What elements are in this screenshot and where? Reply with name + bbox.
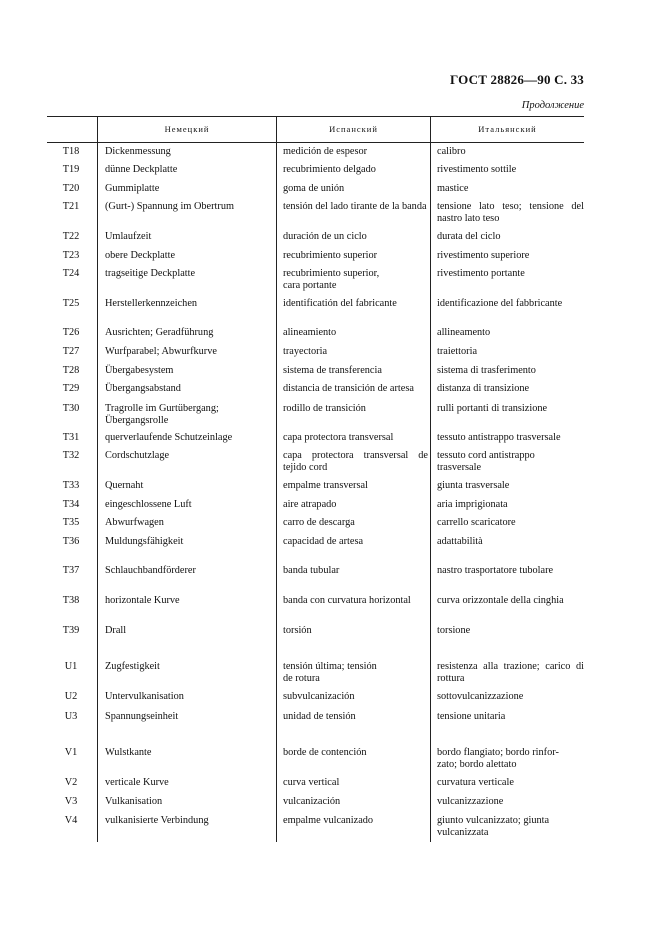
term-code: V1 xyxy=(64,747,78,758)
terms-table xyxy=(47,116,584,842)
term-german: (Gurt-) Spannung im Obertrum xyxy=(105,201,234,212)
term-spanish: duración de un ciclo xyxy=(283,231,367,242)
term-italian: rivestimento portante xyxy=(437,268,525,279)
term-spanish: carro de descarga xyxy=(283,517,355,528)
term-italian: tessuto cord antistrappo trasversale xyxy=(437,450,535,473)
term-italian: curva orizzontale della cinghia xyxy=(437,595,564,606)
term-code: T35 xyxy=(62,517,80,528)
term-code: V2 xyxy=(64,777,78,788)
term-code: T19 xyxy=(62,164,80,175)
term-code: T26 xyxy=(62,327,80,338)
term-italian: tessuto antistrappo trasversale xyxy=(437,432,561,443)
term-spanish: aire atrapado xyxy=(283,499,337,510)
term-spanish: curva vertical xyxy=(283,777,340,788)
term-italian: calibro xyxy=(437,146,466,157)
term-spanish: banda con curvatura horizontal xyxy=(283,595,411,606)
term-spanish: capa protectora transversal de tejido cord xyxy=(283,450,428,473)
term-italian: bordo flangiato; bordo rinfor- zato; bordo alettato xyxy=(437,747,559,770)
term-german: tragseitige Deckplatte xyxy=(105,268,196,279)
header-spanish: Испанский xyxy=(329,124,378,134)
term-german: Tragrolle im Gurtübergang; Übergangsrolle xyxy=(105,403,219,426)
term-italian: torsione xyxy=(437,625,471,636)
term-italian: giunta trasversale xyxy=(437,480,510,491)
term-german: Zugfestigkeit xyxy=(105,661,160,672)
term-german: Ausrichten; Geradführung xyxy=(105,327,214,338)
term-code: V3 xyxy=(64,796,78,807)
term-spanish: torsión xyxy=(283,625,312,636)
term-german: Gummiplatte xyxy=(105,183,160,194)
term-italian: carrello scaricatore xyxy=(437,517,516,528)
term-code: T24 xyxy=(62,268,80,279)
term-italian: mastice xyxy=(437,183,469,194)
term-german: Herstellerkennzeichen xyxy=(105,298,198,309)
term-code: T30 xyxy=(62,403,80,414)
term-italian: distanza di transizione xyxy=(437,383,530,394)
term-code: T22 xyxy=(62,231,80,242)
term-code: V4 xyxy=(64,815,78,826)
term-code: T18 xyxy=(62,146,80,157)
term-german: Quernaht xyxy=(105,480,144,491)
term-spanish: empalme vulcanizado xyxy=(283,815,374,826)
term-german: Wulstkante xyxy=(105,747,152,758)
term-italian: rivestimento superiore xyxy=(437,250,530,261)
term-german: eingeschlossene Luft xyxy=(105,499,192,510)
term-spanish: trayectoria xyxy=(283,346,328,357)
term-code: T31 xyxy=(62,432,80,443)
term-italian: durata del ciclo xyxy=(437,231,501,242)
term-code: T28 xyxy=(62,365,80,376)
term-code: T33 xyxy=(62,480,80,491)
term-spanish: borde de contención xyxy=(283,747,367,758)
term-italian: tensione unitaria xyxy=(437,711,506,722)
term-german: querverlaufende Schutzeinlage xyxy=(105,432,233,443)
page-header: ГОСТ 28826—90 С. 33 xyxy=(450,72,584,87)
term-code: T25 xyxy=(62,298,80,309)
term-italian: allineamento xyxy=(437,327,491,338)
term-spanish: sistema de transferencia xyxy=(283,365,382,376)
term-code: U1 xyxy=(64,661,78,672)
term-german: dünne Deckplatte xyxy=(105,164,178,175)
term-german: Spannungseinheit xyxy=(105,711,179,722)
term-italian: resistenza alla trazione; carico di rottura xyxy=(437,661,584,684)
term-spanish: recubrimiento superior, cara portante xyxy=(283,268,380,291)
term-spanish: distancia de transición de artesa xyxy=(283,383,414,394)
term-italian: nastro trasportatore tubolare xyxy=(437,565,554,576)
term-code: T39 xyxy=(62,625,80,636)
term-german: Vulkanisation xyxy=(105,796,163,807)
term-spanish: unidad de tensión xyxy=(283,711,356,722)
continuation-label: Продолжение xyxy=(521,100,584,111)
term-italian: rulli portanti di transizione xyxy=(437,403,548,414)
term-spanish: recubrimiento superior xyxy=(283,250,378,261)
term-german: Muldungsfähigkeit xyxy=(105,536,184,547)
term-german: horizontale Kurve xyxy=(105,595,180,606)
term-code: T21 xyxy=(62,201,80,212)
term-spanish: recubrimiento delgado xyxy=(283,164,376,175)
term-spanish: medición de espesor xyxy=(283,146,368,157)
term-italian: sistema di trasferimento xyxy=(437,365,536,376)
term-spanish: goma de unión xyxy=(283,183,345,194)
term-italian: tensione lato teso; tensione del nastro lato teso xyxy=(437,201,584,224)
term-italian: adattabilità xyxy=(437,536,483,547)
header-italian: Итальянский xyxy=(478,124,537,134)
term-code: T20 xyxy=(62,183,80,194)
term-german: Übergangsabstand xyxy=(105,383,181,394)
term-italian: vulcanizzazione xyxy=(437,796,504,807)
term-german: obere Deckplatte xyxy=(105,250,176,261)
term-code: T23 xyxy=(62,250,80,261)
term-spanish: subvulcanización xyxy=(283,691,355,702)
term-spanish: banda tubular xyxy=(283,565,340,576)
term-spanish: empalme transversal xyxy=(283,480,368,491)
term-italian: identificazione del fabbricante xyxy=(437,298,563,309)
term-code: T36 xyxy=(62,536,80,547)
term-spanish: tensión del lado tirante de la banda xyxy=(283,201,427,212)
term-italian: giunto vulcanizzato; giunta vulcanizzata xyxy=(437,815,550,838)
term-code: T32 xyxy=(62,450,80,461)
term-code: U2 xyxy=(64,691,78,702)
term-code: T34 xyxy=(62,499,80,510)
table-body xyxy=(47,116,584,842)
term-german: Cordschutzlage xyxy=(105,450,170,461)
term-spanish: identificatión del fabricante xyxy=(283,298,397,309)
term-code: T38 xyxy=(62,595,80,606)
term-italian: rivestimento sottile xyxy=(437,164,517,175)
term-german: Übergabesystem xyxy=(105,365,174,376)
term-italian: aria imprigionata xyxy=(437,499,508,510)
term-italian: traiettoria xyxy=(437,346,478,357)
term-code: T27 xyxy=(62,346,80,357)
term-code: U3 xyxy=(64,711,78,722)
term-italian: curvatura verticale xyxy=(437,777,514,788)
header-german: Немецкий xyxy=(164,124,210,134)
term-german: verticale Kurve xyxy=(105,777,169,788)
term-spanish: capacidad de artesa xyxy=(283,536,364,547)
term-spanish: tensión última; tensión de rotura xyxy=(283,661,377,684)
term-code: T29 xyxy=(62,383,80,394)
term-spanish: vulcanización xyxy=(283,796,341,807)
term-german: Dickenmessung xyxy=(105,146,171,157)
term-german: Untervulkanisation xyxy=(105,691,184,702)
term-german: Abwurfwagen xyxy=(105,517,164,528)
term-spanish: rodillo de transición xyxy=(283,403,366,414)
term-german: Drall xyxy=(105,625,127,636)
term-spanish: alineamiento xyxy=(283,327,337,338)
term-german: vulkanisierte Verbindung xyxy=(105,815,209,826)
term-italian: sottovulcanizzazione xyxy=(437,691,524,702)
term-german: Umlaufzeit xyxy=(105,231,152,242)
term-spanish: capa protectora transversal xyxy=(283,432,394,443)
term-code: T37 xyxy=(62,565,80,576)
term-german: Schlauchbandförderer xyxy=(105,565,196,576)
term-german: Wurfparabel; Abwurfkurve xyxy=(105,346,217,357)
